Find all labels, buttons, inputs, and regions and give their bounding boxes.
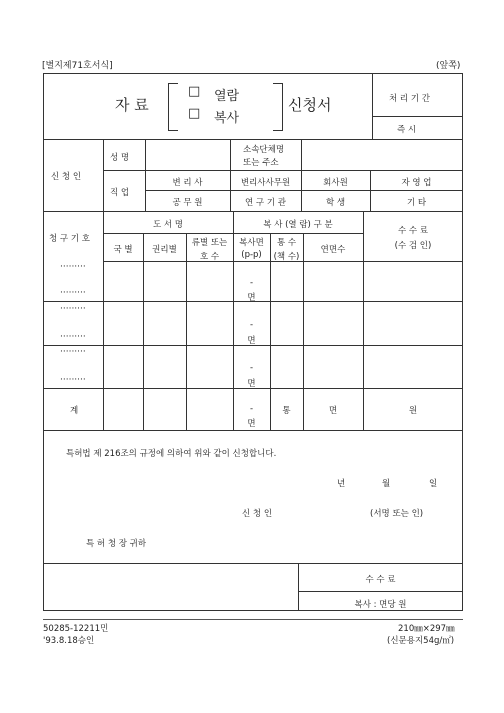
name-label: 성 명	[110, 153, 130, 163]
fee-box-label: 수 수 료	[365, 575, 396, 585]
total-page-unit: 면	[247, 419, 256, 429]
signature-applicant-label: 신 청 인	[242, 509, 273, 519]
job-research-institute[interactable]: 연 구 기 관	[245, 198, 286, 208]
job-attorney-clerk[interactable]: 변리사사무원	[240, 178, 291, 188]
row1-dash: -	[249, 278, 254, 288]
checkbox-view[interactable]: □	[188, 84, 201, 99]
col-count-line1: 통 수	[276, 238, 297, 248]
title-suffix: 신청서	[288, 96, 332, 114]
total-fee-unit: 원	[408, 406, 418, 416]
footer-size: 210㎜×297㎜	[398, 624, 455, 634]
row1-page-unit: 면	[247, 293, 256, 303]
col-total-pages: 연면수	[320, 245, 346, 255]
fee-header-line2: (수 검 인)	[394, 241, 432, 251]
date-year: 년	[337, 479, 346, 489]
total-pages-unit: 면	[328, 406, 338, 416]
col-right-type: 권리별	[152, 245, 177, 255]
job-company-employee[interactable]: 회사원	[323, 178, 348, 188]
col-count-line2: (책 수)	[273, 252, 300, 262]
applicant-section-label: 신 청 인	[51, 172, 82, 182]
option-view-label: 열람	[214, 89, 240, 104]
footer-approval: '93.8.18승인	[43, 636, 95, 646]
row2-dash: -	[249, 320, 254, 330]
fee-box-detail: 복사 : 면당 원	[354, 600, 407, 610]
processing-period-value: 즉 시	[397, 125, 417, 135]
col-class-line2: 호 수	[199, 252, 220, 262]
col-class-line1: 류별 또는	[191, 238, 228, 248]
row3-dash: -	[249, 363, 254, 373]
org-label-line1: 소속단체명	[243, 145, 285, 155]
address-field[interactable]	[302, 140, 462, 169]
form-number: [별지제71호서식]	[42, 61, 113, 71]
signature-seal-label: (서명 또는 인)	[370, 509, 424, 519]
checkbox-copy[interactable]: □	[188, 106, 201, 121]
statement-text: 특허법 제 216조의 규정에 의하여 위와 같이 신청합니다.	[66, 449, 277, 459]
total-dash: -	[249, 404, 254, 414]
job-other[interactable]: 기 타	[406, 198, 427, 208]
col-copy-pages-line1: 복사면	[239, 238, 264, 248]
job-self-employed[interactable]: 자 영 업	[401, 178, 432, 188]
row3-dots-bottom: ·········	[60, 375, 86, 385]
row2-page-unit: 면	[247, 336, 256, 346]
title-prefix: 자 료	[115, 96, 149, 114]
footer-paper: (신문용지54g/㎡)	[387, 636, 455, 646]
row1-dots-top: ·········	[60, 262, 86, 272]
addressee: 특 허 청 장 귀하	[86, 539, 147, 549]
request-number-label: 청 구 기 호	[49, 234, 90, 244]
footer-code: 50285-12211민	[43, 624, 109, 634]
book-title-header: 도 서 명	[152, 220, 184, 230]
date-month: 월	[382, 479, 391, 489]
job-label: 직 업	[110, 188, 130, 198]
job-patent-attorney[interactable]: 변 리 사	[172, 178, 203, 188]
col-copy-pages-line2: (p-p)	[241, 250, 262, 260]
page-side: (앞쪽)	[436, 61, 461, 71]
row1-dots-bottom: ·········	[60, 288, 86, 298]
total-label: 계	[70, 406, 79, 416]
row3-page-unit: 면	[247, 379, 256, 389]
row2-dots-top: ·········	[60, 304, 86, 314]
job-student[interactable]: 학 생	[325, 198, 346, 208]
total-count-unit: 통	[282, 406, 291, 416]
copy-type-header: 복 사 (열 람) 구 분	[263, 220, 333, 230]
col-country: 국 별	[113, 245, 133, 255]
fee-header-line1: 수 수 료	[397, 226, 429, 236]
job-civil-servant[interactable]: 공 무 원	[172, 198, 203, 208]
row3-dots-top: ·········	[60, 347, 86, 357]
processing-period-label: 처 리 기 간	[389, 94, 430, 104]
name-field[interactable]	[146, 140, 229, 169]
org-label-line2: 또는 주소	[243, 158, 279, 168]
option-copy-label: 복사	[214, 111, 240, 126]
row2-dots-bottom: ·········	[60, 332, 86, 342]
date-day: 일	[429, 479, 438, 489]
